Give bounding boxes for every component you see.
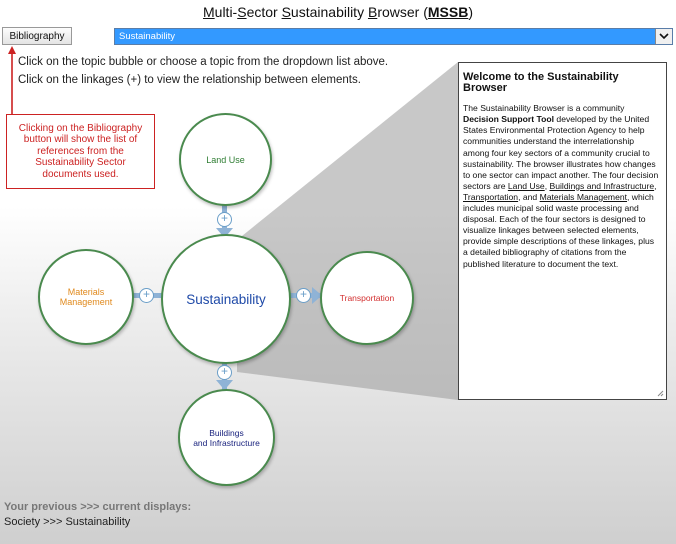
instruction-line-2: Click on the linkages (+) to view the relationship between elements. xyxy=(18,74,361,86)
materials-label-line2: Management xyxy=(59,297,113,307)
linkage-plus-land-use[interactable]: + xyxy=(217,212,232,227)
link-materials-management[interactable]: Materials Management xyxy=(539,191,628,202)
panel-pointer-wedge xyxy=(237,62,458,400)
decision-support-tool-term: Decision Support Tool xyxy=(463,114,555,125)
page-title: Multi-Sector Sustainability Browser (MSSB) xyxy=(202,4,473,20)
bubble-materials-management[interactable] xyxy=(38,249,134,345)
bubble-land-use[interactable] xyxy=(179,113,272,206)
link-transportation[interactable]: Transportation xyxy=(463,191,519,202)
sustainability-label: Sustainability xyxy=(186,291,266,307)
callout-arrow-head xyxy=(8,46,16,54)
bubble-transportation[interactable] xyxy=(320,251,414,345)
welcome-body: The Sustainability Browser is a community Decision Support Tool developed by the United States Environmental Protection Agency to help communities understand the interrelationship among four key sectors of a community crucial to sustainability. The browser illustrates how changes to one sector can impact another. The four decision sectors are Land Use, Buildings and Infrastructure, Transportation, and Materials Management, which includes municipal solid waste processing and disposal. Each of the four sectors is designed to visualize linkages between selected elements, provide simple descriptions of these linkages, plus a detailed bibliography of citations from the published literature to document the text. xyxy=(463,103,659,269)
linkage-plus-materials[interactable]: + xyxy=(139,288,154,303)
history-label: Your previous >>> current displays: xyxy=(4,501,192,513)
history-path: Society >>> Sustainability xyxy=(4,516,131,528)
buildings-label-line2: and Infrastructure xyxy=(193,437,260,448)
link-buildings-infrastructure[interactable]: Buildings and Infrastructure xyxy=(549,180,655,191)
welcome-heading: Welcome to the Sustainability Browser xyxy=(463,71,619,95)
instruction-line-1: Click on the topic bubble or choose a topic from the dropdown list above. xyxy=(18,56,389,68)
linkage-plus-buildings[interactable]: + xyxy=(217,365,232,380)
topic-selected-value: Sustainability xyxy=(119,31,175,42)
bubble-buildings-infrastructure[interactable] xyxy=(178,389,275,486)
materials-label-line1: Materials xyxy=(67,287,105,297)
bibliography-callout: Clicking on the Bibliography button will show the list of references from the Sustainability Sector documents used. xyxy=(6,114,155,189)
bubble-sustainability[interactable] xyxy=(161,234,291,364)
bibliography-button[interactable]: Bibliography xyxy=(2,27,72,45)
resize-grip-icon[interactable] xyxy=(657,390,664,397)
buildings-label-line1: Buildings xyxy=(209,427,244,438)
link-land-use[interactable]: Land Use xyxy=(507,180,545,191)
land-use-label: Land Use xyxy=(206,154,245,165)
welcome-panel xyxy=(458,62,667,400)
transportation-label: Transportation xyxy=(339,293,395,303)
linkage-plus-transportation[interactable]: + xyxy=(296,288,311,303)
